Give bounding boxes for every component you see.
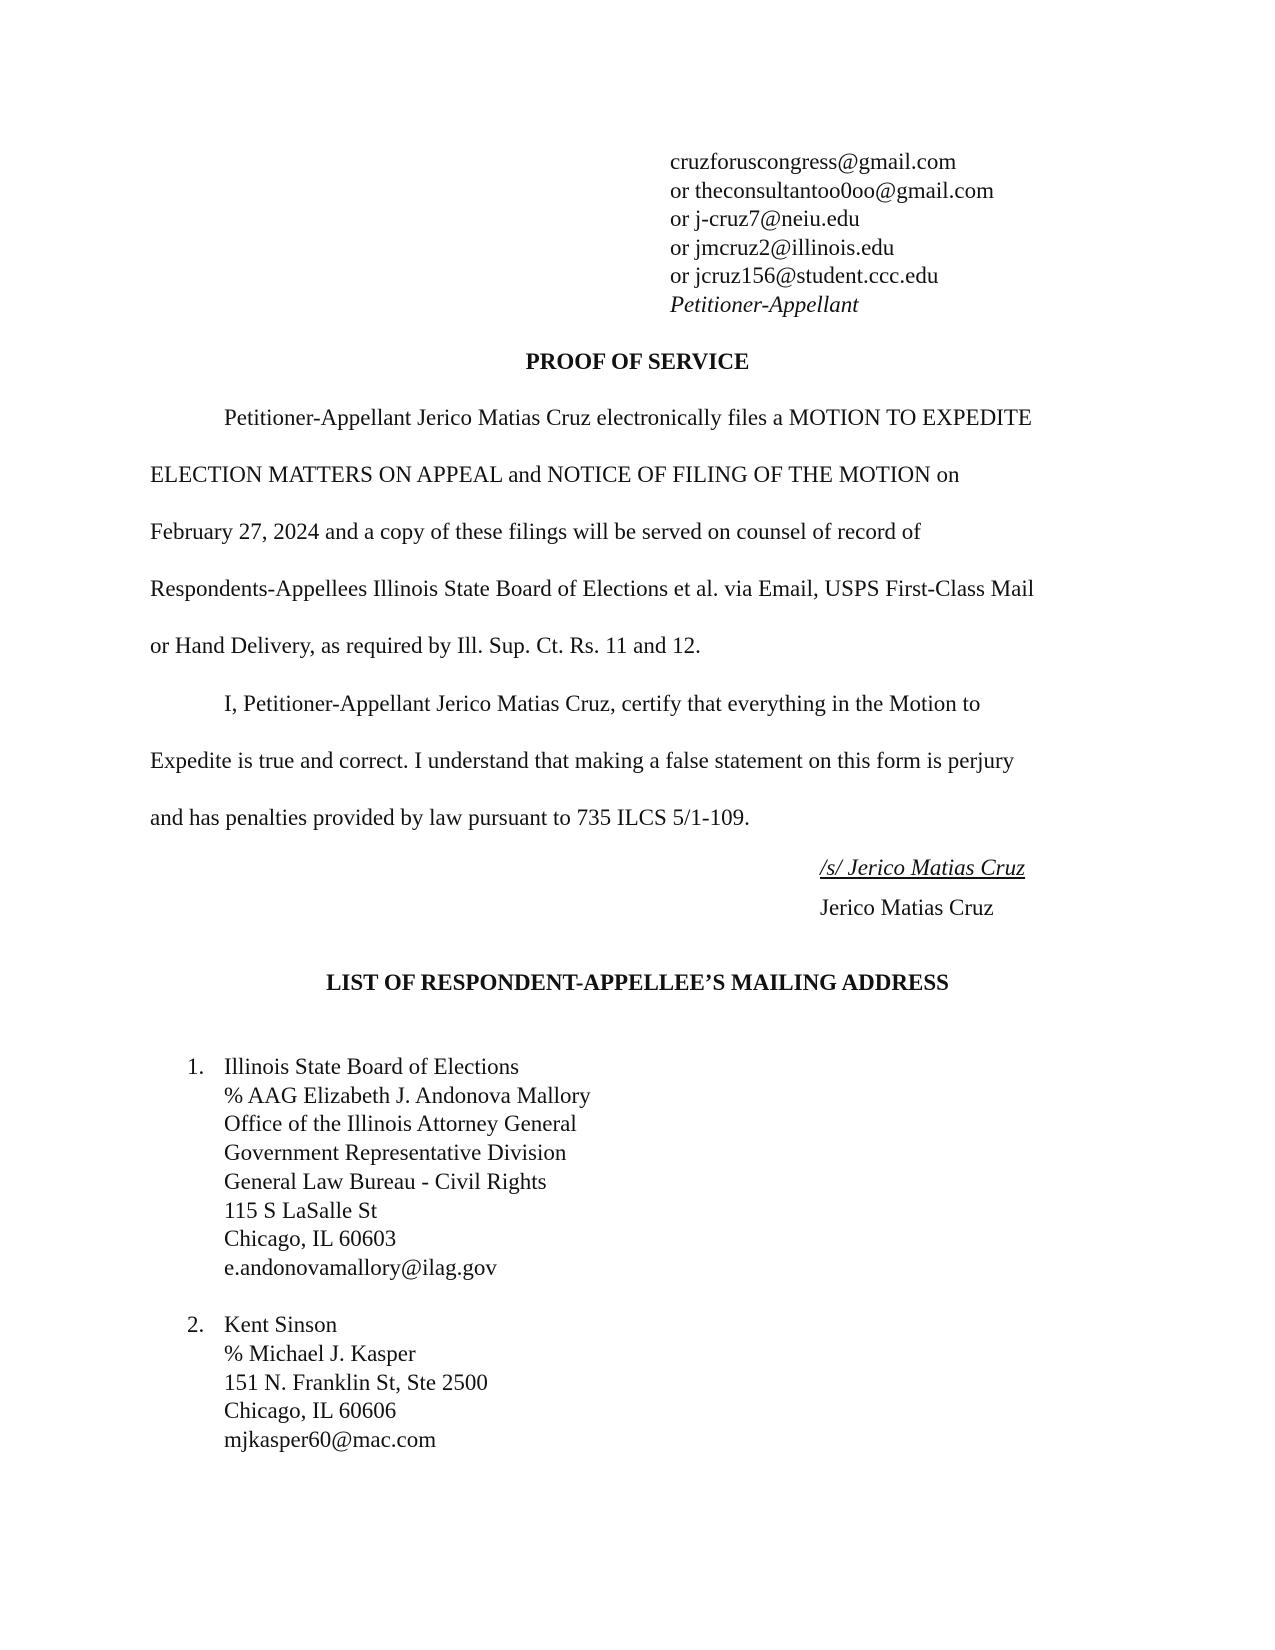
paragraph-line: Respondents-Appellees Illinois State Board of Elections et al. via Email, USPS First-Class Mail: [150, 576, 1035, 601]
contact-email-5: or jcruz156@student.ccc.edu: [670, 263, 939, 288]
address-list: [187, 1053, 591, 1484]
paragraph-line: February 27, 2024 and a copy of these filings will be served on counsel of record of: [150, 519, 921, 544]
proof-of-service-heading: PROOF OF SERVICE: [525, 349, 750, 374]
signer-name: Jerico Matias Cruz: [820, 895, 994, 920]
address-line: % Michael J. Kasper: [224, 1341, 416, 1367]
paragraph-line: Petitioner-Appellant Jerico Matias Cruz electronically files a MOTION TO EXPEDITE: [224, 405, 1032, 430]
address-line: % AAG Elizabeth J. Andonova Mallory: [224, 1082, 591, 1108]
paragraph-line: and has penalties provided by law pursuant to 735 ILCS 5/1-109.: [150, 805, 750, 830]
proof-paragraph-1: [150, 389, 1120, 674]
paragraph-line: ELECTION MATTERS ON APPEAL and NOTICE OF FILING OF THE MOTION on: [150, 462, 960, 487]
address-number: 1.: [187, 1054, 205, 1079]
signature-line: /s/ Jerico Matias Cruz: [820, 855, 1026, 880]
address-email: e.andonovamallory@ilag.gov: [224, 1254, 497, 1280]
contact-block: [670, 148, 994, 319]
contact-email-2: or theconsultantoo0oo@gmail.com: [670, 177, 994, 203]
address-line: General Law Bureau - Civil Rights: [224, 1168, 547, 1194]
paragraph-line: Expedite is true and correct. I understand that making a false statement on this form is perjury: [150, 748, 1015, 773]
address-line: 115 S LaSalle St: [224, 1197, 378, 1223]
address-item-2: [187, 1311, 591, 1455]
address-line: Chicago, IL 60603: [224, 1226, 397, 1252]
signature-block: [820, 848, 1025, 928]
paragraph-line: I, Petitioner-Appellant Jerico Matias Cruz, certify that everything in the Motion to: [224, 691, 981, 716]
address-line: 151 N. Franklin St, Ste 2500: [224, 1369, 488, 1395]
address-line: Illinois State Board of Elections: [224, 1054, 520, 1079]
address-line: Kent Sinson: [224, 1312, 338, 1338]
address-line: Government Representative Division: [224, 1140, 567, 1166]
address-number: 2.: [187, 1312, 205, 1338]
proof-paragraph-2: [150, 675, 1120, 846]
contact-email-4: or jmcruz2@illinois.edu: [670, 234, 895, 260]
paragraph-line: or Hand Delivery, as required by Ill. Sup. Ct. Rs. 11 and 12.: [150, 633, 701, 658]
mailing-list-heading: LIST OF RESPONDENT-APPELLEE’S MAILING ADDRESS: [326, 970, 949, 995]
address-item-1: [187, 1053, 591, 1283]
address-email: mjkasper60@mac.com: [224, 1427, 437, 1453]
contact-email-3: or j-cruz7@neiu.edu: [670, 206, 860, 231]
contact-role: Petitioner-Appellant: [670, 291, 859, 317]
address-line: Office of the Illinois Attorney General: [224, 1111, 577, 1137]
address-line: Chicago, IL 60606: [224, 1398, 397, 1424]
contact-email-1: cruzforuscongress@gmail.com: [670, 149, 957, 174]
